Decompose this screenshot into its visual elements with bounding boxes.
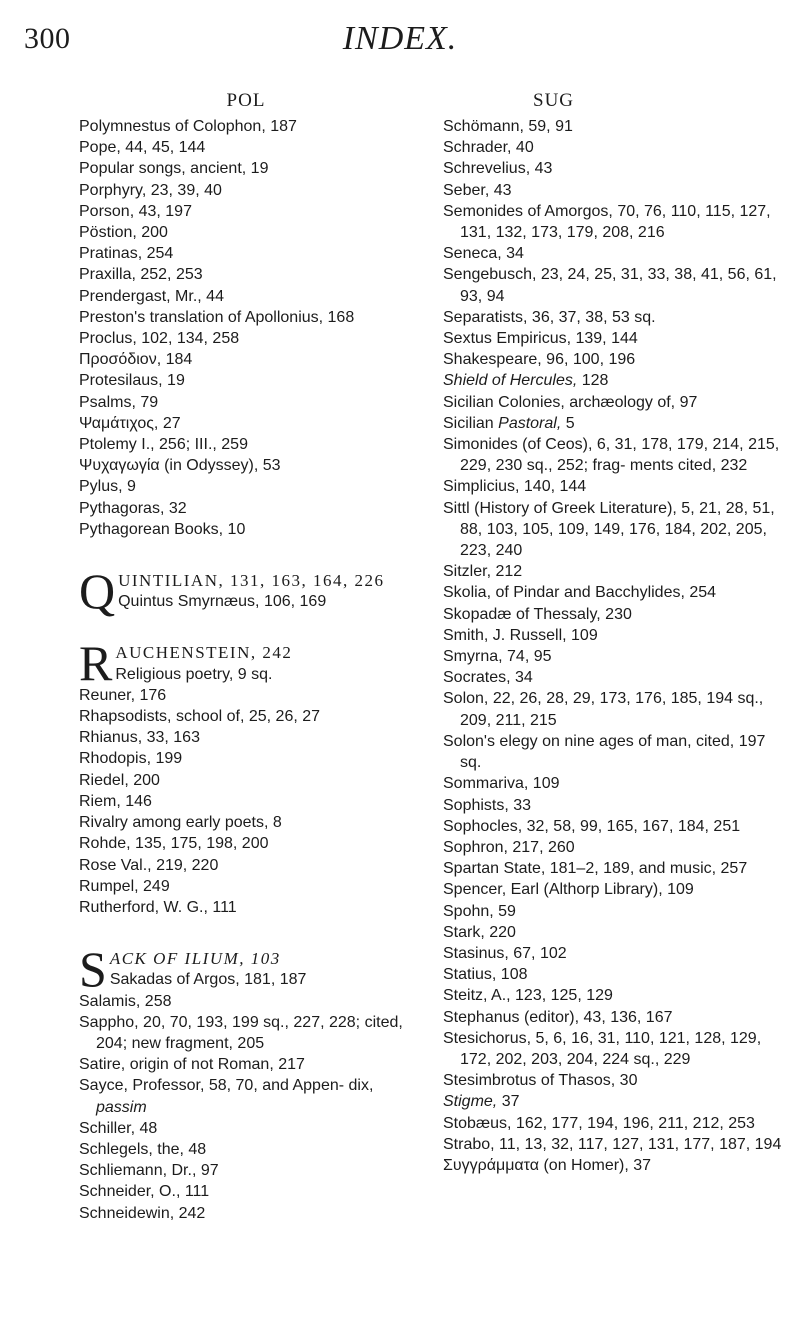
index-entry: Religious poetry, 9 sq. [115,665,273,683]
index-entry: Stasinus, 67, 102 [443,944,567,962]
index-entry: Stesimbrotus of Thasos, 30 [443,1072,638,1090]
index-entry: Pylus, 9 [79,478,136,496]
index-entry: Smyrna, 74, 95 [443,648,552,666]
index-entry: Rhodopis, 199 [79,750,183,768]
index-entry: Spencer, Earl (Althorp Library), 109 [443,881,694,899]
index-entry-pastoral: Sicilian Pastoral, 5 [443,414,575,432]
index-entry-sayce: Sayce, Professor, 58, 70, and Appen- dix, passim [79,1077,374,1116]
index-entry: Socrates, 34 [443,669,533,687]
index-entry: Separatists, 36, 37, 38, 53 sq. [443,308,656,326]
index-entry: Satire, origin of not Roman, 217 [79,1056,305,1074]
index-entry: Rose Val., 219, 220 [79,856,219,874]
index-entry: Sittl (History of Greek Literature), 5, 21, 28, 51, 88, 103, 105, 109, 149, 176, 184, 202, 205, 223, 240 [443,499,775,560]
s-entries-a [443,116,783,370]
drop-cap-q: Q [79,563,116,620]
r-entries [79,685,413,918]
index-entry: Porphyry, 23, 39, 40 [79,181,222,199]
index-entry: Προσόδιον, 184 [79,351,193,369]
index-entry: Sophists, 33 [443,796,532,814]
index-entry: Preston's translation of Apollonius, 168 [79,308,355,326]
index-entry: Psalms, 79 [79,393,159,411]
index-entry: Schneidewin, 242 [79,1204,206,1222]
index-entry: Rumpel, 249 [79,877,170,895]
index-entry: Rutherford, W. G., 111 [79,898,237,916]
index-entry: Proclus, 102, 134, 258 [79,330,240,348]
index-entry: Schrader, 40 [443,139,534,157]
index-entry: Συγγράμματα (on Homer), 37 [443,1156,652,1174]
index-entry: Pöstion, 200 [79,224,168,242]
index-entry: Stobæus, 162, 177, 194, 196, 211, 212, 253 [443,1114,755,1132]
index-entry: Spohn, 59 [443,902,516,920]
index-entry: Seneca, 34 [443,245,524,263]
index-entry: Sitzler, 212 [443,563,523,581]
index-entry: Protesilaus, 19 [79,372,185,390]
index-entry: ACK OF ILIUM, 103 [109,949,281,969]
index-entry-stigme: Stigme, 37 [443,1093,520,1111]
index-entry: Solon's elegy on nine ages of man, cited, 197 sq. [443,732,766,772]
index-entry: Steitz, A., 123, 125, 129 [443,987,613,1005]
index-entry: Salamis, 258 [79,992,172,1010]
index-entry: Sophocles, 32, 58, 99, 165, 167, 184, 251 [443,817,741,835]
index-entry: Schiller, 48 [79,1119,158,1137]
index-entry: Sicilian Colonies, archæology of, 97 [443,393,698,411]
index-entry: Seber, 43 [443,181,512,199]
index-entry: Sappho, 20, 70, 193, 199 sq., 227, 228; cited, 204; new fragment, 205 [79,1013,403,1052]
index-entry: Sextus Empiricus, 139, 144 [443,330,638,348]
index-entry: Shakespeare, 96, 100, 196 [443,351,636,369]
index-entry: Porson, 43, 197 [79,202,192,220]
index-entry: Pope, 44, 45, 144 [79,139,206,157]
index-entry: Quintus Smyrnæus, 106, 169 [118,593,327,611]
index-entry: Semonides of Amorgos, 70, 76, 110, 115, 127, 131, 132, 173, 179, 208, 216 [443,202,771,242]
index-entry: Rhianus, 33, 163 [79,729,200,747]
index-entry: Strabo, 11, 13, 32, 117, 127, 131, 177, 187, 194 [443,1135,782,1153]
index-entry: Prendergast, Mr., 44 [79,287,224,305]
s-section-head [79,941,413,998]
index-entry: Rhapsodists, school of, 25, 26, 27 [79,708,321,726]
running-title: INDEX. [342,20,458,57]
s-entries-c [443,1113,783,1177]
drop-cap-r: R [79,635,113,692]
index-entry: Riem, 146 [79,792,152,810]
index-entry: Solon, 22, 26, 28, 29, 173, 176, 185, 194 sq., 209, 211, 215 [443,690,764,729]
index-entry: Simonides (of Ceos), 6, 31, 178, 179, 214, 215, 229, 230 sq., 252; frag- ments cited, 232 [443,436,780,475]
index-entry: Schneider, O., 111 [79,1183,210,1201]
p-entries [79,116,413,540]
drop-cap-s: S [79,941,107,998]
index-entry: Skopadæ of Thessaly, 230 [443,605,632,623]
index-entry: Pythagoras, 32 [79,499,187,517]
index-entry: Reuner, 176 [79,686,167,704]
index-entry: Skolia, of Pindar and Bacchylides, 254 [443,584,717,602]
index-entry: Praxilla, 252, 253 [79,266,203,284]
s-entries-b [443,434,783,1091]
index-entry: Riedel, 200 [79,771,160,789]
r-section-head [79,635,413,692]
index-entry: UINTILIAN, 131, 163, 164, 226 [118,571,385,591]
index-entry: Popular songs, ancient, 19 [79,160,269,178]
index-entry: Stesichorus, 5, 6, 16, 31, 110, 121, 128, 129, 172, 202, 203, 204, 224 sq., 229 [443,1029,762,1068]
index-entry: Statius, 108 [443,966,528,984]
index-entry: Sophron, 217, 260 [443,838,575,856]
q-section-head [79,563,413,620]
index-entry: Smith, J. Russell, 109 [443,626,598,644]
index-entry: Schlegels, the, 48 [79,1140,207,1158]
index-entry: Rohde, 135, 175, 198, 200 [79,835,269,853]
right-column [443,86,783,1176]
index-entry: Schrevelius, 43 [443,160,553,178]
index-entry: Sommariva, 109 [443,775,560,793]
index-entry: Schliemann, Dr., 97 [79,1162,219,1180]
index-entry: Stephanus (editor), 43, 136, 167 [443,1008,673,1026]
left-guide-word: POL [226,90,266,111]
right-guide-word: SUG [533,90,575,111]
index-entry-shield: Shield of Hercules, 128 [443,372,609,390]
index-entry: Sakadas of Argos, 181, 187 [109,971,307,989]
index-entry: Ψαμάτιχος, 27 [79,414,181,432]
index-entry: Sengebusch, 23, 24, 25, 31, 33, 38, 41, 56, 61, 93, 94 [443,266,777,305]
index-entry: Ψυχαγωγία (in Odyssey), 53 [79,457,281,475]
index-entry: Ptolemy I., 256; III., 259 [79,436,248,454]
page-number: 300 [24,22,71,55]
index-entry: Pratinas, 254 [79,245,174,263]
index-entry: Spartan State, 181–2, 189, and music, 257 [443,860,748,878]
index-entry: AUCHENSTEIN, 242 [115,643,293,663]
index-entry: Rivalry among early poets, 8 [79,814,282,832]
index-entry: Stark, 220 [443,923,516,941]
index-entry: Pythagorean Books, 10 [79,520,246,538]
index-entry: Simplicius, 140, 144 [443,478,587,496]
index-entry: Polymnestus of Colophon, 187 [79,118,297,135]
index-entry: Schömann, 59, 91 [443,118,573,135]
left-column [79,86,413,1224]
